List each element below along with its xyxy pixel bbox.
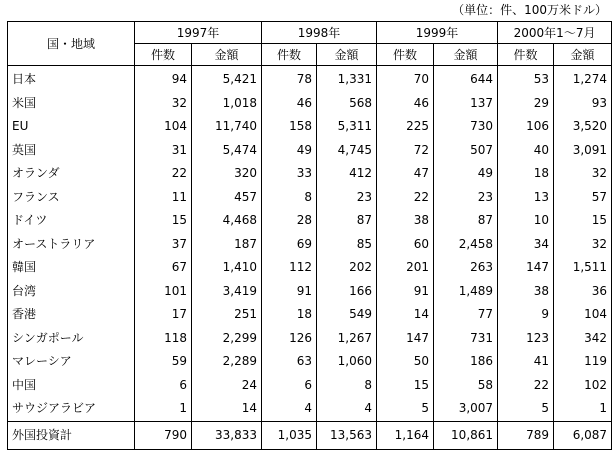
- total-amount-cell: 33,833: [192, 421, 262, 449]
- amount-cell: 49: [434, 162, 498, 186]
- amount-cell: 568: [317, 92, 377, 116]
- amount-cell: 2,458: [434, 233, 498, 257]
- period-header: 1999年: [377, 22, 498, 44]
- count-cell: 147: [377, 327, 434, 351]
- amount-cell: 251: [192, 303, 262, 327]
- amount-cell: 4,468: [192, 209, 262, 233]
- count-cell: 28: [262, 209, 317, 233]
- table-row: [8, 303, 612, 327]
- amount-cell: 3,007: [434, 397, 498, 421]
- period-header: 1998年: [262, 22, 377, 44]
- count-cell: 40: [498, 139, 554, 163]
- table-row: [8, 397, 612, 421]
- table-row: [8, 350, 612, 374]
- amount-cell: 1,331: [317, 66, 377, 92]
- count-cell: 126: [262, 327, 317, 351]
- region-name-cell: 英国: [8, 139, 135, 163]
- amount-cell: 1,410: [192, 256, 262, 280]
- region-name-cell: オランダ: [8, 162, 135, 186]
- region-name-cell: 韓国: [8, 256, 135, 280]
- table-row: [8, 115, 612, 139]
- amount-cell: 412: [317, 162, 377, 186]
- count-cell: 101: [135, 280, 192, 304]
- amount-cell: 77: [434, 303, 498, 327]
- total-amount-cell: 6,087: [554, 421, 612, 449]
- region-name-cell: 米国: [8, 92, 135, 116]
- total-count-cell: 790: [135, 421, 192, 449]
- amount-cell: 5,474: [192, 139, 262, 163]
- amount-cell: 104: [554, 303, 612, 327]
- count-header: 件数: [377, 44, 434, 66]
- amount-cell: 166: [317, 280, 377, 304]
- amount-cell: 102: [554, 374, 612, 398]
- count-cell: 34: [498, 233, 554, 257]
- region-name-cell: シンガポール: [8, 327, 135, 351]
- amount-cell: 32: [554, 233, 612, 257]
- amount-cell: 549: [317, 303, 377, 327]
- amount-cell: 5,421: [192, 66, 262, 92]
- count-cell: 37: [135, 233, 192, 257]
- count-cell: 53: [498, 66, 554, 92]
- period-header: 1997年: [135, 22, 262, 44]
- table-row: [8, 327, 612, 351]
- table-row: [8, 186, 612, 210]
- count-cell: 46: [377, 92, 434, 116]
- region-name-cell: 台湾: [8, 280, 135, 304]
- amount-header: 金額: [554, 44, 612, 66]
- amount-cell: 5,311: [317, 115, 377, 139]
- region-name-cell: フランス: [8, 186, 135, 210]
- amount-cell: 186: [434, 350, 498, 374]
- count-cell: 18: [262, 303, 317, 327]
- region-name-cell: サウジアラビア: [8, 397, 135, 421]
- amount-cell: 11,740: [192, 115, 262, 139]
- count-cell: 118: [135, 327, 192, 351]
- amount-cell: 85: [317, 233, 377, 257]
- count-cell: 1: [135, 397, 192, 421]
- count-cell: 4: [262, 397, 317, 421]
- amount-cell: 1: [554, 397, 612, 421]
- amount-header: 金額: [317, 44, 377, 66]
- count-cell: 15: [135, 209, 192, 233]
- count-cell: 22: [135, 162, 192, 186]
- amount-cell: 36: [554, 280, 612, 304]
- amount-header: 金額: [192, 44, 262, 66]
- count-cell: 11: [135, 186, 192, 210]
- count-cell: 14: [377, 303, 434, 327]
- amount-cell: 93: [554, 92, 612, 116]
- count-cell: 59: [135, 350, 192, 374]
- amount-cell: 3,520: [554, 115, 612, 139]
- count-cell: 33: [262, 162, 317, 186]
- amount-cell: 24: [192, 374, 262, 398]
- amount-cell: 730: [434, 115, 498, 139]
- count-cell: 123: [498, 327, 554, 351]
- amount-header: 金額: [434, 44, 498, 66]
- amount-cell: 1,511: [554, 256, 612, 280]
- count-cell: 72: [377, 139, 434, 163]
- count-cell: 78: [262, 66, 317, 92]
- amount-cell: 731: [434, 327, 498, 351]
- total-amount-cell: 10,861: [434, 421, 498, 449]
- amount-cell: 8: [317, 374, 377, 398]
- count-cell: 5: [498, 397, 554, 421]
- amount-cell: 3,091: [554, 139, 612, 163]
- region-name-cell: マレーシア: [8, 350, 135, 374]
- count-cell: 8: [262, 186, 317, 210]
- amount-cell: 2,299: [192, 327, 262, 351]
- amount-cell: 14: [192, 397, 262, 421]
- count-cell: 10: [498, 209, 554, 233]
- count-header: 件数: [135, 44, 192, 66]
- count-cell: 32: [135, 92, 192, 116]
- table-header: [8, 22, 612, 66]
- table-row: [8, 280, 612, 304]
- unit-note: （単位：件、100万米ドル）: [452, 3, 607, 17]
- count-cell: 6: [135, 374, 192, 398]
- count-cell: 49: [262, 139, 317, 163]
- amount-cell: 202: [317, 256, 377, 280]
- count-cell: 29: [498, 92, 554, 116]
- total-count-cell: 1,164: [377, 421, 434, 449]
- count-cell: 147: [498, 256, 554, 280]
- count-cell: 41: [498, 350, 554, 374]
- region-name-cell: 中国: [8, 374, 135, 398]
- count-cell: 70: [377, 66, 434, 92]
- count-cell: 158: [262, 115, 317, 139]
- region-name-cell: 日本: [8, 66, 135, 92]
- count-header: 件数: [262, 44, 317, 66]
- count-cell: 31: [135, 139, 192, 163]
- amount-cell: 263: [434, 256, 498, 280]
- total-row: [8, 421, 612, 449]
- count-cell: 91: [262, 280, 317, 304]
- count-cell: 94: [135, 66, 192, 92]
- total-count-cell: 1,035: [262, 421, 317, 449]
- amount-cell: 187: [192, 233, 262, 257]
- amount-cell: 15: [554, 209, 612, 233]
- total-count-cell: 789: [498, 421, 554, 449]
- count-cell: 38: [377, 209, 434, 233]
- amount-cell: 1,267: [317, 327, 377, 351]
- amount-cell: 58: [434, 374, 498, 398]
- amount-cell: 3,419: [192, 280, 262, 304]
- amount-cell: 2,289: [192, 350, 262, 374]
- table-row: [8, 66, 612, 92]
- amount-cell: 644: [434, 66, 498, 92]
- count-cell: 47: [377, 162, 434, 186]
- table-row: [8, 256, 612, 280]
- count-cell: 106: [498, 115, 554, 139]
- count-cell: 22: [498, 374, 554, 398]
- count-cell: 17: [135, 303, 192, 327]
- amount-cell: 4: [317, 397, 377, 421]
- table-row: [8, 162, 612, 186]
- region-name-cell: ドイツ: [8, 209, 135, 233]
- count-cell: 13: [498, 186, 554, 210]
- amount-cell: 23: [317, 186, 377, 210]
- count-header: 件数: [498, 44, 554, 66]
- investment-table: [7, 21, 612, 450]
- amount-cell: 320: [192, 162, 262, 186]
- amount-cell: 137: [434, 92, 498, 116]
- amount-cell: 1,489: [434, 280, 498, 304]
- total-label-cell: 外国投資計: [8, 421, 135, 449]
- table-row: [8, 233, 612, 257]
- table-row: [8, 374, 612, 398]
- count-cell: 38: [498, 280, 554, 304]
- table-row: [8, 139, 612, 163]
- region-header: 国・地域: [8, 22, 135, 66]
- amount-cell: 342: [554, 327, 612, 351]
- count-cell: 6: [262, 374, 317, 398]
- count-cell: 18: [498, 162, 554, 186]
- table-row: [8, 209, 612, 233]
- amount-cell: 32: [554, 162, 612, 186]
- amount-cell: 87: [434, 209, 498, 233]
- table-body: [8, 66, 612, 450]
- amount-cell: 23: [434, 186, 498, 210]
- count-cell: 15: [377, 374, 434, 398]
- count-cell: 9: [498, 303, 554, 327]
- amount-cell: 1,060: [317, 350, 377, 374]
- amount-cell: 1,274: [554, 66, 612, 92]
- count-cell: 225: [377, 115, 434, 139]
- region-name-cell: EU: [8, 115, 135, 139]
- total-amount-cell: 13,563: [317, 421, 377, 449]
- count-cell: 5: [377, 397, 434, 421]
- amount-cell: 1,018: [192, 92, 262, 116]
- count-cell: 91: [377, 280, 434, 304]
- count-cell: 69: [262, 233, 317, 257]
- count-cell: 112: [262, 256, 317, 280]
- amount-cell: 57: [554, 186, 612, 210]
- amount-cell: 457: [192, 186, 262, 210]
- amount-cell: 87: [317, 209, 377, 233]
- amount-cell: 507: [434, 139, 498, 163]
- count-cell: 50: [377, 350, 434, 374]
- region-name-cell: オーストラリア: [8, 233, 135, 257]
- region-name-cell: 香港: [8, 303, 135, 327]
- count-cell: 201: [377, 256, 434, 280]
- count-cell: 60: [377, 233, 434, 257]
- count-cell: 67: [135, 256, 192, 280]
- count-cell: 104: [135, 115, 192, 139]
- period-header: 2000年1～7月: [498, 22, 612, 44]
- count-cell: 22: [377, 186, 434, 210]
- table-row: [8, 92, 612, 116]
- count-cell: 63: [262, 350, 317, 374]
- count-cell: 46: [262, 92, 317, 116]
- amount-cell: 4,745: [317, 139, 377, 163]
- amount-cell: 119: [554, 350, 612, 374]
